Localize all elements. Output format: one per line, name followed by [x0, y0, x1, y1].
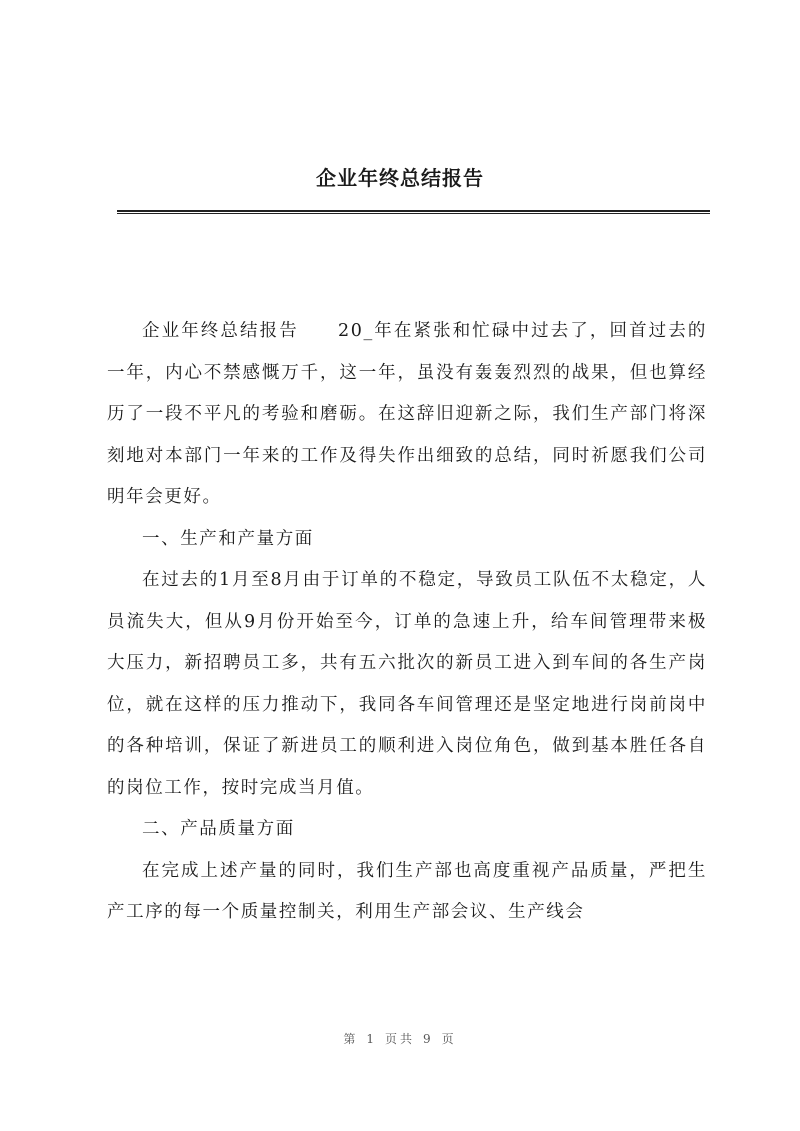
document-body: [107, 311, 707, 934]
footer-middle: 页共: [384, 1032, 415, 1046]
footer-total-pages: 9: [423, 1032, 434, 1046]
page-footer: [0, 1030, 800, 1047]
footer-suffix: 页: [441, 1032, 457, 1046]
section-heading-quality: 二、产品质量方面: [142, 819, 295, 839]
section-heading-production: 一、生产和产量方面: [142, 528, 314, 549]
footer-prefix: 第: [343, 1032, 359, 1046]
document-title: 企业年终总结报告: [316, 166, 484, 190]
footer-page-number: 1: [366, 1032, 377, 1046]
paragraph-quality: 在完成上述产量的同时，我们生产部也高度重视产品质量，严把生产工序的每一个质量控制关，利用生产部会议、生产线会: [107, 860, 707, 922]
paragraph-production: 在过去的1月至8月由于订单的不稳定，导致员工队伍不太稳定，人员流失大，但从9月份开始至今，订单的急速上升，给车间管理带来极大压力，新招聘员工多，共有五六批次的新员工进入到车间的各生产岗位，就在这样的压力推动下，我同各车间管理还是坚定地进行岗前岗中的各种培训，保证了新进员工的顺利进入岗位角色，做到基本胜任各自的岗位工作，按时完成当月值。: [107, 570, 708, 798]
title-divider: [117, 210, 710, 214]
paragraph-intro: 企业年终总结报告 20_年在紧张和忙碌中过去了，回首过去的一年，内心不禁感慨万千，这一年，虽没有轰轰烈烈的战果，但也算经历了一段不平凡的考验和磨砺。在这辞旧迎新之际，我们生产部门将深刻地对本部门一年来的工作及得失作出细致的总结，同时祈愿我们公司明年会更好。: [107, 321, 707, 507]
